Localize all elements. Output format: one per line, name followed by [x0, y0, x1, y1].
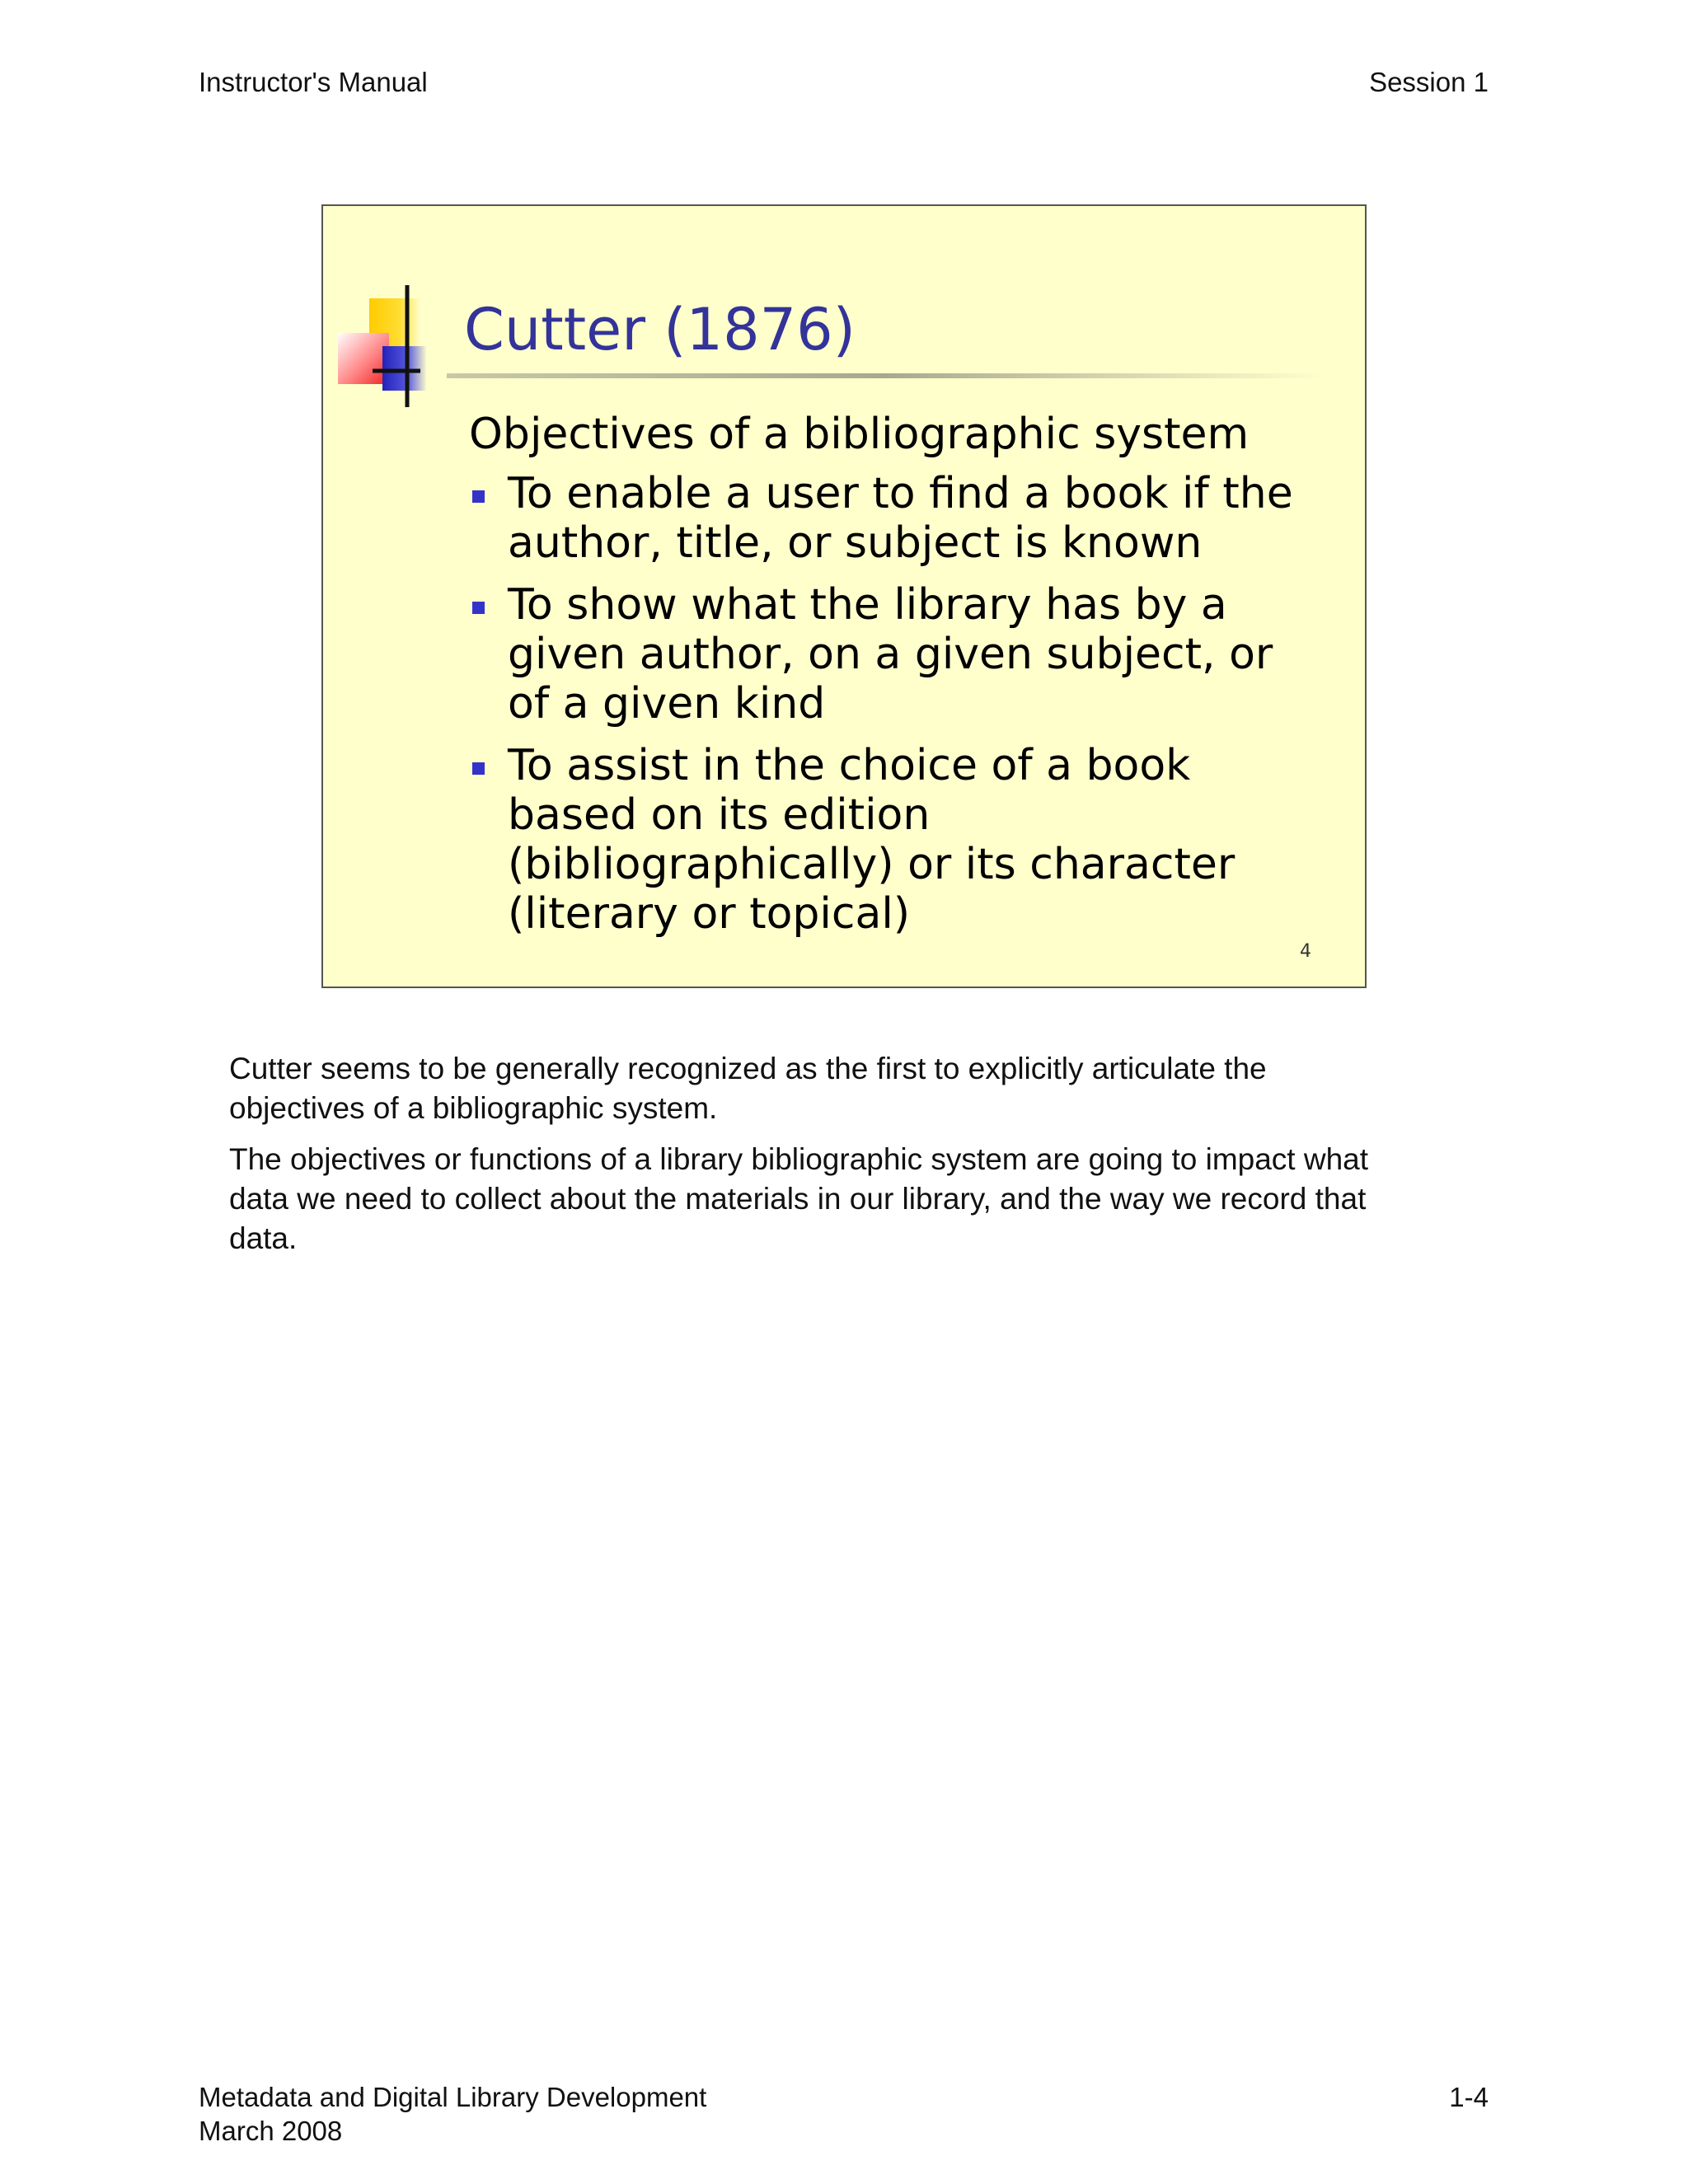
notes-paragraph: The objectives or functions of a library bibliographic system are going to impact what data we need to collect about the materials in our library, and the way we record that data. — [229, 1142, 1369, 1255]
slide-number: 4 — [1300, 941, 1311, 962]
bullet-text: To assist in the choice of a book based on its edition (bibliographically) or its character (literary or topical) — [508, 741, 1236, 939]
page-header-left: Instructor's Manual — [199, 67, 428, 97]
slide-logo-icon — [336, 282, 427, 414]
bullet-item — [469, 580, 1326, 729]
page-header-right: Session 1 — [1369, 67, 1489, 97]
footer-date: March 2008 — [199, 2116, 343, 2146]
slide-title-divider — [447, 373, 1325, 378]
notes-paragraph: Cutter seems to be generally recognized as the first to explicitly articulate the objectives of a bibliographic system. — [229, 1052, 1267, 1125]
bullet-item — [469, 469, 1326, 568]
bullet-text: To enable a user to find a book if the author, title, or subject is known — [508, 469, 1293, 568]
footer-course-title: Metadata and Digital Library Development — [199, 2082, 707, 2112]
notes-section — [229, 1049, 1408, 1270]
bullet-list — [469, 469, 1343, 939]
slide — [321, 204, 1367, 988]
slide-body — [469, 410, 1343, 951]
bullet-text: To show what the library has by a given author, on a given subject, or of a given kind — [508, 580, 1273, 729]
square-bullet-icon — [472, 490, 485, 503]
slide-subheading: Objectives of a bibliographic system — [469, 410, 1250, 459]
square-bullet-icon — [472, 762, 485, 775]
page-footer-left — [199, 2080, 706, 2148]
page-number: 1-4 — [1449, 2082, 1489, 2112]
bullet-item — [469, 741, 1326, 939]
slide-title: Cutter (1876) — [464, 296, 856, 363]
square-bullet-icon — [472, 602, 485, 614]
